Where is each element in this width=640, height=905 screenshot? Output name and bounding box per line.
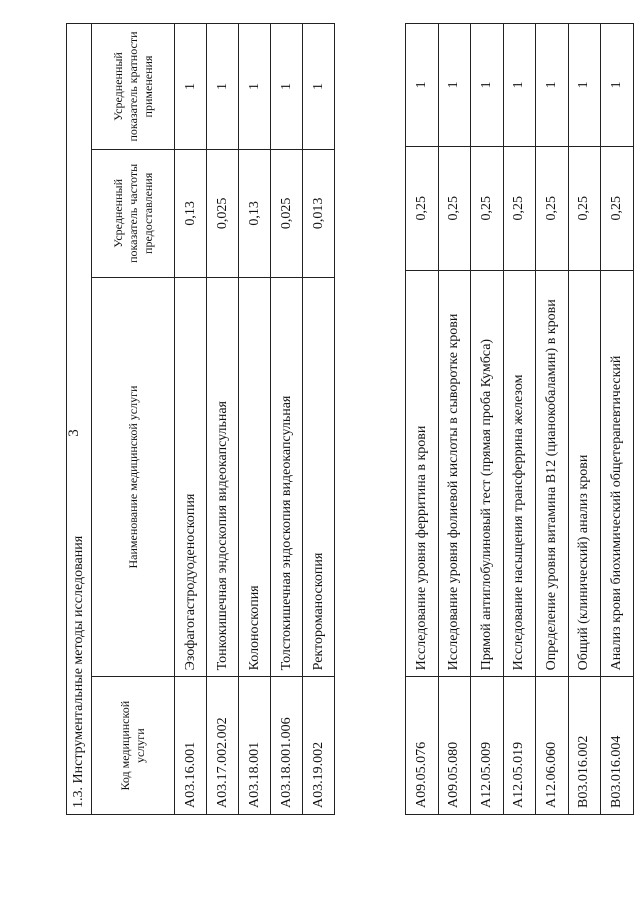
table-row: [207, 24, 239, 815]
frequency-value: 0,25: [601, 146, 634, 270]
section-title-row: [67, 24, 92, 815]
frequency-value: 0,25: [406, 146, 439, 270]
service-name: Исследование насыщения трансферрина железом: [503, 270, 536, 676]
frequency-value: 0,25: [438, 146, 471, 270]
header-frequency: Усредненный показатель частоты предоставления: [92, 150, 175, 278]
frequency-value: 0,025: [271, 150, 303, 278]
multiplicity-value: 1: [303, 24, 335, 150]
frequency-value: 0,25: [568, 146, 601, 270]
frequency-value: 0,13: [175, 150, 207, 278]
service-code: A03.18.001.006: [271, 677, 303, 815]
frequency-value: 0,25: [471, 146, 504, 270]
multiplicity-value: 1: [503, 24, 536, 147]
laboratory-tests-table: [405, 23, 634, 815]
table-row: [303, 24, 335, 815]
multiplicity-value: 1: [207, 24, 239, 150]
service-code: A12.06.060: [536, 677, 569, 815]
service-name: Толстокишечная эндоскопия видеокапсульная: [271, 277, 303, 677]
service-code: A03.18.001: [239, 677, 271, 815]
section-title: 1.3. Инструментальные методы исследования: [67, 24, 92, 815]
page-number: 3: [66, 429, 82, 437]
service-name: Ректороманоскопия: [303, 277, 335, 677]
multiplicity-value: 1: [536, 24, 569, 147]
multiplicity-value: 1: [471, 24, 504, 147]
header-name: Наименование медицинской услуги: [92, 277, 175, 677]
service-code: A12.05.019: [503, 677, 536, 815]
frequency-value: 0,025: [207, 150, 239, 278]
service-name: Анализ крови биохимический общетерапевтический: [601, 270, 634, 676]
table-row: [271, 24, 303, 815]
multiplicity-value: 1: [175, 24, 207, 150]
frequency-value: 0,013: [303, 150, 335, 278]
table-row: [175, 24, 207, 815]
service-code: A09.05.076: [406, 677, 439, 815]
table-row: [568, 24, 601, 815]
frequency-value: 0,25: [503, 146, 536, 270]
service-name: Определение уровня витамина B12 (цианокобаламин) в крови: [536, 270, 569, 676]
service-code: A03.17.002.002: [207, 677, 239, 815]
service-name: Колоноскопия: [239, 277, 271, 677]
table-row: [406, 24, 439, 815]
service-code: A09.05.080: [438, 677, 471, 815]
table-row: [438, 24, 471, 815]
multiplicity-value: 1: [438, 24, 471, 147]
frequency-value: 0,13: [239, 150, 271, 278]
table-row: [503, 24, 536, 815]
service-name: Эзофагогастродуоденоскопия: [175, 277, 207, 677]
multiplicity-value: 1: [568, 24, 601, 147]
service-name: Исследование уровня фолиевой кислоты в сыворотке крови: [438, 270, 471, 676]
service-code: B03.016.004: [601, 677, 634, 815]
header-multiplicity: Усредненный показатель кратности применения: [92, 24, 175, 150]
header-code: Код медицинской услуги: [92, 677, 175, 815]
service-code: A03.16.001: [175, 677, 207, 815]
service-name: Исследование уровня ферритина в крови: [406, 270, 439, 676]
multiplicity-value: 1: [239, 24, 271, 150]
table-row: [471, 24, 504, 815]
service-code: A03.19.002: [303, 677, 335, 815]
service-name: Прямой антиглобулиновый тест (прямая проба Кумбса): [471, 270, 504, 676]
service-code: A12.05.009: [471, 677, 504, 815]
service-name: Тонкокишечная эндоскопия видеокапсульная: [207, 277, 239, 677]
table-row: [536, 24, 569, 815]
header-row: [92, 24, 175, 815]
table-row: [601, 24, 634, 815]
table-row: [239, 24, 271, 815]
service-code: B03.016.002: [568, 677, 601, 815]
frequency-value: 0,25: [536, 146, 569, 270]
multiplicity-value: 1: [271, 24, 303, 150]
multiplicity-value: 1: [406, 24, 439, 147]
instrumental-methods-table: [66, 23, 335, 815]
service-name: Общий (клинический) анализ крови: [568, 270, 601, 676]
multiplicity-value: 1: [601, 24, 634, 147]
